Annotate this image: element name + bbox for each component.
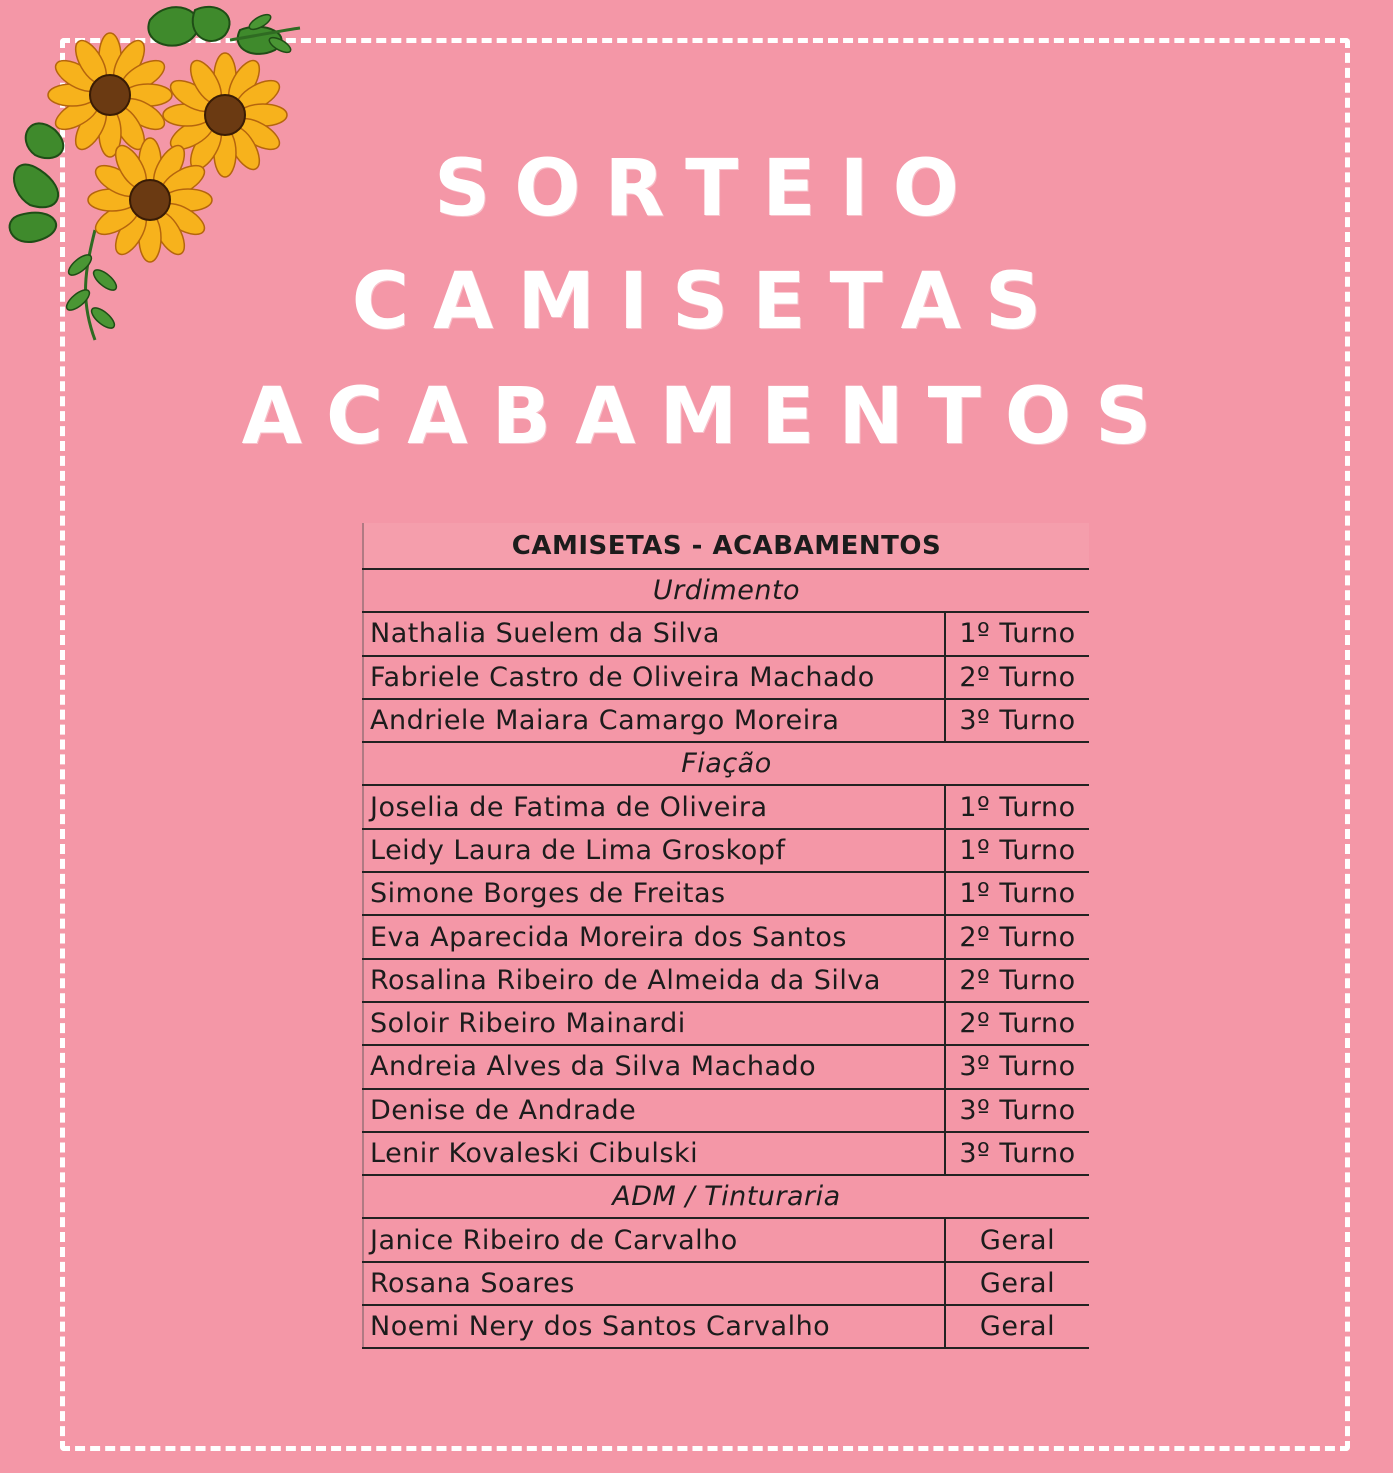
participant-shift: 1º Turno — [945, 872, 1089, 915]
participant-shift: 3º Turno — [945, 1045, 1089, 1088]
title-line-1: SORTEIO — [434, 144, 983, 234]
participant-name: Lenir Kovaleski Cibulski — [363, 1132, 945, 1175]
table-row — [363, 1002, 1089, 1045]
participant-name: Denise de Andrade — [363, 1089, 945, 1132]
table-row — [363, 612, 1089, 655]
participant-shift: 1º Turno — [945, 612, 1089, 655]
participant-name: Rosana Soares — [363, 1262, 945, 1305]
participant-name: Rosalina Ribeiro de Almeida da Silva — [363, 959, 945, 1002]
participant-name: Joselia de Fatima de Oliveira — [363, 785, 945, 828]
participant-name: Eva Aparecida Moreira dos Santos — [363, 915, 945, 958]
table-row — [363, 1132, 1089, 1175]
participant-shift: Geral — [945, 1305, 1089, 1348]
participant-name: Noemi Nery dos Santos Carvalho — [363, 1305, 945, 1348]
participant-shift: Geral — [945, 1262, 1089, 1305]
participant-name: Leidy Laura de Lima Groskopf — [363, 829, 945, 872]
participant-name: Fabriele Castro de Oliveira Machado — [363, 656, 945, 699]
participant-shift: 1º Turno — [945, 785, 1089, 828]
table-row — [363, 1089, 1089, 1132]
table-row — [363, 959, 1089, 1002]
table-row — [363, 829, 1089, 872]
table-row — [363, 872, 1089, 915]
participant-shift: 3º Turno — [945, 699, 1089, 742]
participant-name: Simone Borges de Freitas — [363, 872, 945, 915]
table-row — [363, 1045, 1089, 1088]
section-row — [363, 1175, 1089, 1218]
table-row — [363, 1218, 1089, 1261]
participant-shift: 2º Turno — [945, 656, 1089, 699]
participant-shift: 2º Turno — [945, 915, 1089, 958]
section-title: Fiação — [363, 742, 1089, 785]
table-header-row — [363, 523, 1089, 569]
table-row — [363, 1305, 1089, 1348]
table-row — [363, 656, 1089, 699]
participant-name: Janice Ribeiro de Carvalho — [363, 1218, 945, 1261]
section-title: Urdimento — [363, 569, 1089, 612]
table-row — [363, 915, 1089, 958]
title-line-2: CAMISETAS — [351, 257, 1066, 347]
section-title: ADM / Tinturaria — [363, 1175, 1089, 1218]
participant-shift: 2º Turno — [945, 959, 1089, 1002]
participant-name: Andriele Maiara Camargo Moreira — [363, 699, 945, 742]
participant-shift: 3º Turno — [945, 1089, 1089, 1132]
table-row — [363, 1262, 1089, 1305]
title-line-3: ACABAMENTOS — [241, 372, 1176, 462]
participant-name: Andreia Alves da Silva Machado — [363, 1045, 945, 1088]
section-row — [363, 742, 1089, 785]
participant-shift: 1º Turno — [945, 829, 1089, 872]
participant-name: Soloir Ribeiro Mainardi — [363, 1002, 945, 1045]
table-header: CAMISETAS - ACABAMENTOS — [363, 523, 1089, 569]
table-row — [363, 699, 1089, 742]
participant-name: Nathalia Suelem da Silva — [363, 612, 945, 655]
winners-table — [362, 523, 1089, 1349]
participant-shift: 2º Turno — [945, 1002, 1089, 1045]
participant-shift: 3º Turno — [945, 1132, 1089, 1175]
table-row — [363, 785, 1089, 828]
section-row — [363, 569, 1089, 612]
participant-shift: Geral — [945, 1218, 1089, 1261]
